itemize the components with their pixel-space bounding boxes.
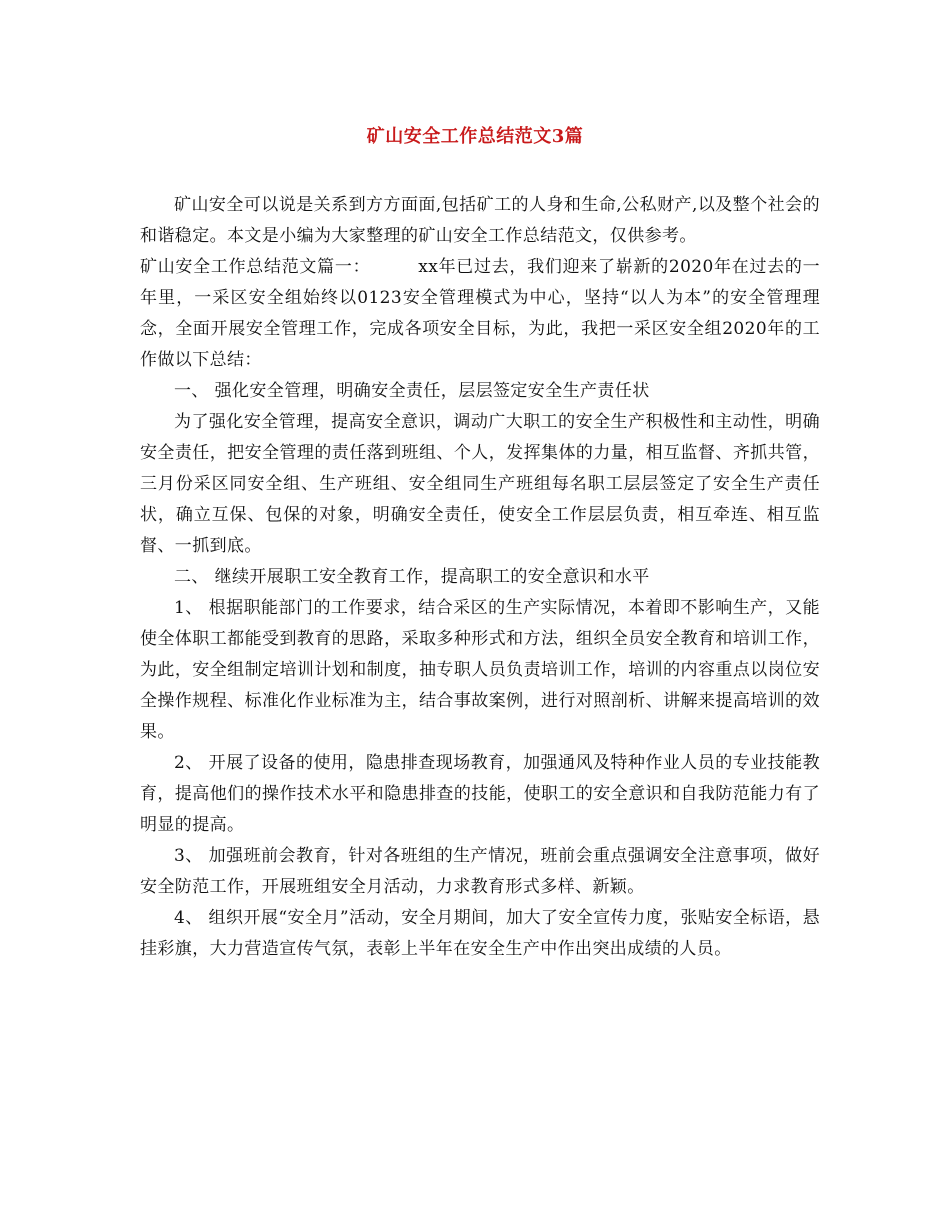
list-item-4: 4、 组织开展“安全月”活动，安全月期间，加大了安全宣传力度，张贴安全标语，悬挂彩旗，大力营造宣传气氛，表彰上半年在安全生产中作出突出成绩的人员。 xyxy=(140,908,820,959)
list-item-3: 3、 加强班前会教育，针对各班组的生产情况，班前会重点强调安全注意事项，做好安全防范工作，开展班组安全月活动，力求教育形式多样、新颖。 xyxy=(140,846,820,897)
section2-heading: 二、 继续开展职工安全教育工作，提高职工的安全意识和水平 xyxy=(174,567,650,587)
intro-paragraph: 矿山安全可以说是关系到方方面面,包括矿工的人身和生命,公私财产,以及整个社会的和谐稳定。本文是小编为大家整理的矿山安全工作总结范文，仅供参考。 xyxy=(140,195,820,246)
section1-paragraph: 为了强化安全管理，提高安全意识，调动广大职工的安全生产积极性和主动性，明确安全责任，把安全管理的责任落到班组、个人，发挥集体的力量，相互监督、齐抓共管，三月份采区同安全组、生产班组、安全组同生产班组每名职工层层签定了安全生产责任状，确立互保、包保的对象，明确安全责任，使安全工作层层负责，相互牵连、相互监督、一抓到底。 xyxy=(140,412,820,556)
part1-text: xx年已过去，我们迎来了崭新的2020年在过去的一年里，一采区安全组始终以0123安全管理模式为中心，坚持“以人为本”的安全管理理念，全面开展安全管理工作，完成各项安全目标，为此，我把一采区安全组2020年的工作做以下总结： xyxy=(140,257,820,370)
list-item-1: 1、 根据职能部门的工作要求，结合采区的生产实际情况，本着即不影响生产，又能使全体职工都能受到教育的思路，采取多种形式和方法，组织全员安全教育和培训工作，为此，安全组制定培训计划和制度，抽专职人员负责培训工作，培训的内容重点以岗位安全操作规程、标准化作业标准为主，结合事故案例，进行对照剖析、讲解来提高培训的效果。 xyxy=(140,598,820,742)
document-body xyxy=(140,190,820,965)
document-title: 矿山安全工作总结范文3篇 xyxy=(366,126,584,147)
part1-paragraph xyxy=(140,252,820,376)
part1-label: 矿山安全工作总结范文篇一： xyxy=(140,257,371,277)
section1-heading: 一、 强化安全管理，明确安全责任，层层签定安全生产责任状 xyxy=(174,381,650,401)
list-item-2: 2、 开展了设备的使用，隐患排查现场教育，加强通风及特种作业人员的专业技能教育，提高他们的操作技术水平和隐患排查的技能，使职工的安全意识和自我防范能力有了明显的提高。 xyxy=(140,753,820,835)
